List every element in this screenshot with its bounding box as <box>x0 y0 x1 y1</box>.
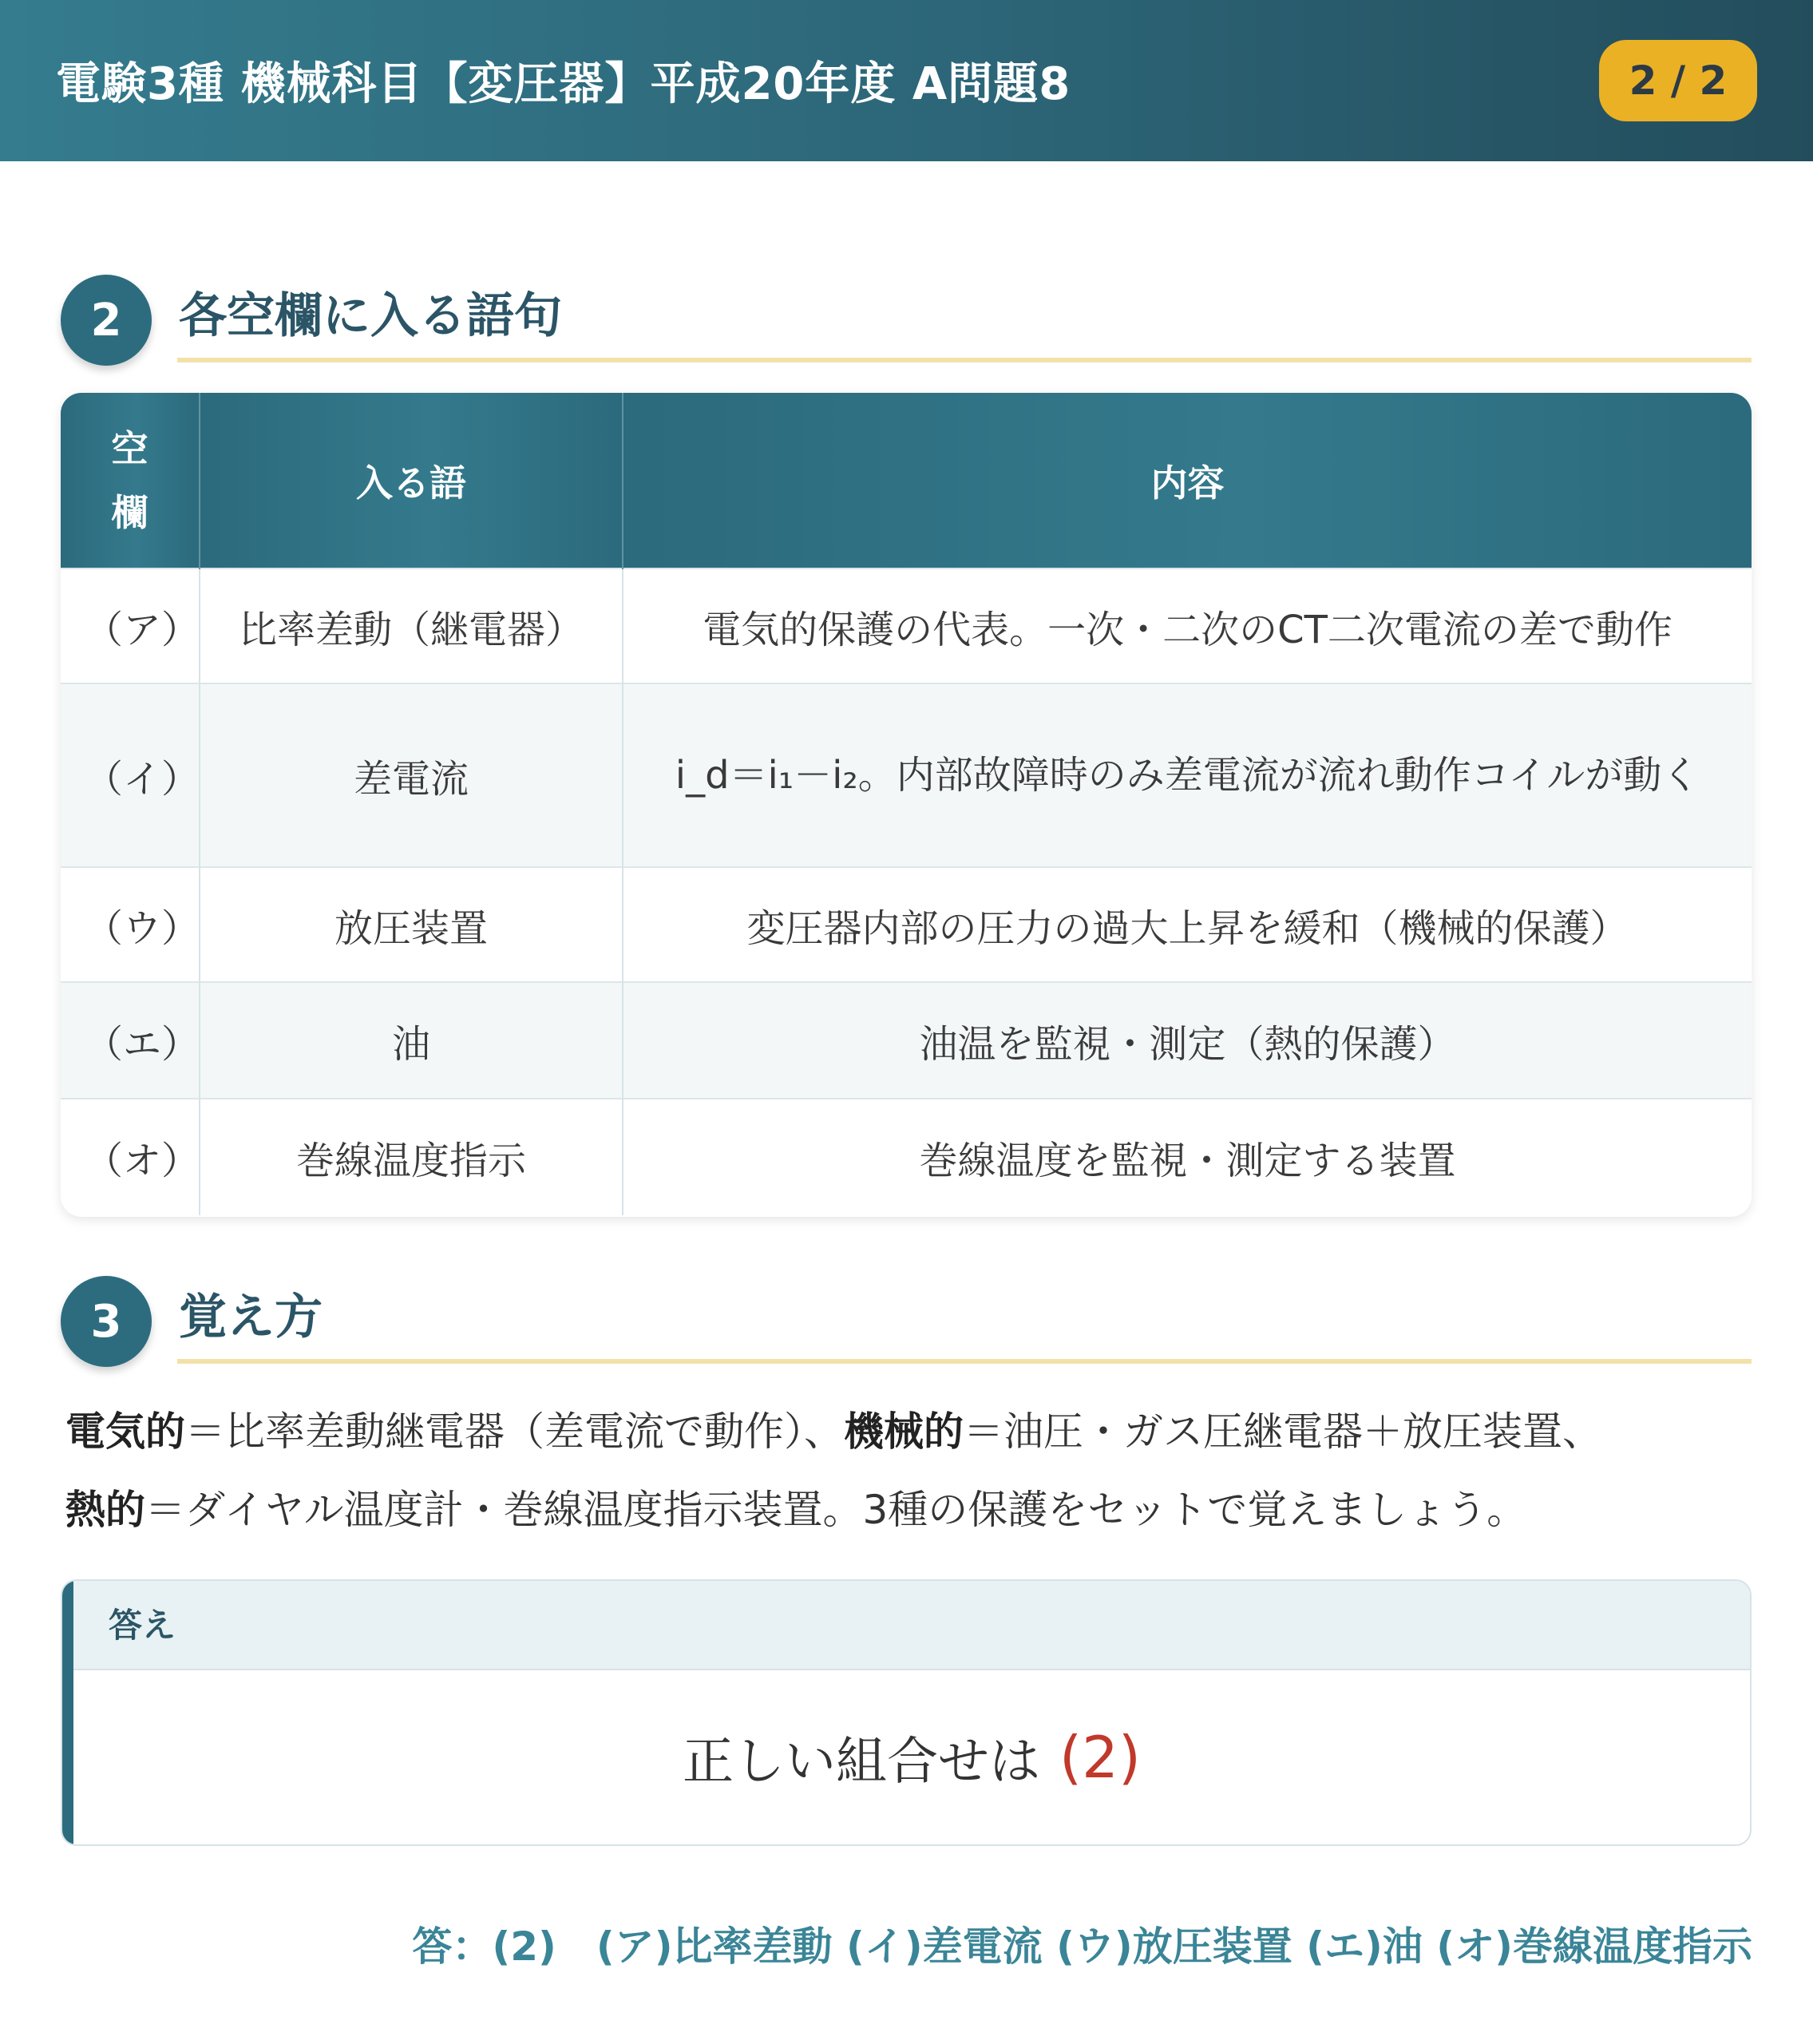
cell-content: 変圧器内部の圧力の過大上昇を緩和（機械的保護） <box>623 867 1752 982</box>
cell-blank: （イ） <box>61 683 200 867</box>
answer-number: (2) <box>1059 1724 1141 1791</box>
section-title: 覚え方 <box>179 1289 323 1345</box>
cell-content: 巻線温度を監視・測定する装置 <box>623 1099 1752 1215</box>
section-title: 各空欄に入る語句 <box>179 288 562 344</box>
table-row <box>61 683 1752 867</box>
page-title: 電験3種 機械科目【変圧器】平成20年度 A問題8 <box>56 58 1071 110</box>
table-header-row <box>61 393 1752 568</box>
answer-summary: 答：(2) (ア)比率差動 (イ)差電流 (ウ)放圧装置 (エ)油 (オ)巻線温度指示 <box>412 1923 1752 1970</box>
cell-content: 電気的保護の代表。一次・二次のCT二次電流の差で動作 <box>623 568 1752 683</box>
mnemonic-line-1: 電気的＝比率差動継電器（差電流で動作）、機械的＝油圧・ガス圧継電器＋放圧装置、 <box>65 1408 1602 1455</box>
cell-blank: （エ） <box>61 982 200 1099</box>
answer-text: 正しい組合せは <box>683 1733 1040 1792</box>
page-indicator-badge: 2 / 2 <box>1599 40 1757 121</box>
table-row <box>61 982 1752 1099</box>
cell-blank: （オ） <box>61 1099 200 1215</box>
cell-blank: （ア） <box>61 568 200 683</box>
cell-word: 比率差動（継電器） <box>200 568 623 683</box>
section-2-heading <box>61 275 1752 378</box>
answer-label: 答え <box>73 1581 1750 1670</box>
page-header <box>0 0 1813 161</box>
section-number-badge: 3 <box>61 1276 152 1367</box>
header-word: 入る語 <box>200 393 623 568</box>
cell-word: 放圧装置 <box>200 867 623 982</box>
section-divider <box>177 358 1752 362</box>
cell-content: i_d＝i₁－i₂。内部故障時のみ差電流が流れ動作コイルが動く <box>623 683 1752 867</box>
section-divider <box>177 1359 1752 1364</box>
cell-word: 巻線温度指示 <box>200 1099 623 1215</box>
table-row <box>61 1099 1752 1215</box>
cell-blank: （ウ） <box>61 867 200 982</box>
cell-word: 油 <box>200 982 623 1099</box>
terms-table <box>61 393 1752 1217</box>
answer-box <box>61 1579 1752 1846</box>
header-blank: 空 欄 <box>61 393 200 568</box>
section-number-badge: 2 <box>61 275 152 366</box>
table-row <box>61 568 1752 683</box>
section-3-heading <box>61 1276 1752 1380</box>
cell-word: 差電流 <box>200 683 623 867</box>
cell-content: 油温を監視・測定（熱的保護） <box>623 982 1752 1099</box>
answer-body <box>73 1670 1750 1844</box>
answer-accent-bar <box>62 1581 73 1844</box>
header-content: 内容 <box>623 393 1752 568</box>
table-row <box>61 867 1752 982</box>
mnemonic-line-2: 熱的＝ダイヤル温度計・巻線温度指示装置。3種の保護をセットで覚えましょう。 <box>65 1487 1527 1533</box>
